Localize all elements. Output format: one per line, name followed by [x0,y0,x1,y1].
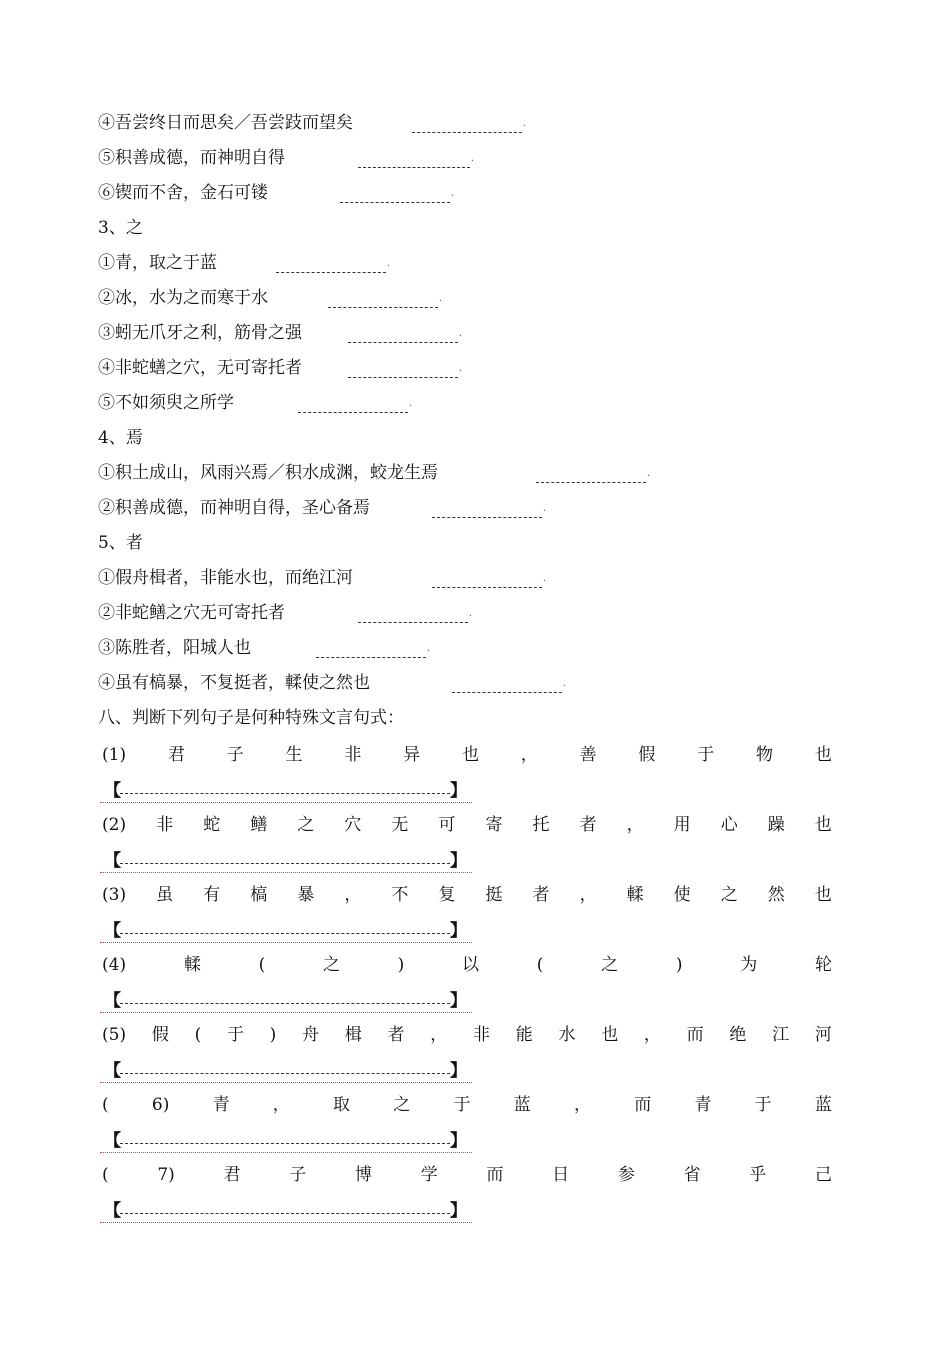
sentence-char: ( [258,955,266,975]
sentence-char: 而 [634,1095,652,1115]
answer-blank[interactable] [348,377,458,378]
sentence-char: 物 [756,745,774,765]
item-line: ④非蛇蟮之穴，无可寄托者 [98,358,302,378]
item-line: ①假舟楫者，非能水也，而绝江河 [98,568,353,588]
sentence-char: 蓝 [814,1095,832,1115]
sentence-char: 之 [393,1095,411,1115]
sentence-char: 然 [767,885,785,905]
left-bracket: 【 [104,781,121,801]
answer-blank[interactable] [298,412,408,413]
answer-blank[interactable] [432,587,542,588]
sentence-char: 不 [391,885,409,905]
sentence-char: 可 [438,815,456,835]
sentence-row [102,952,832,978]
sentence-char: 善 [579,745,597,765]
sentence-char: 于 [697,745,715,765]
answer-blank[interactable] [358,167,470,168]
sentence-row [102,1092,832,1118]
sentence-char: 假 [638,745,656,765]
answer-bracket[interactable] [100,780,472,804]
item-line: ③陈胜者，阳城人也 [98,638,251,658]
sentence-char: 非 [344,745,362,765]
sentence-char: ， [272,1095,290,1115]
sentence-char: 于 [453,1095,471,1115]
sentence-char: 楫 [344,1025,362,1045]
sentence-char: 参 [617,1165,635,1185]
sentence-char: ) [269,1025,277,1045]
right-bracket: 】 [450,921,467,941]
sentence-char: 也 [601,1025,619,1045]
sentence-row [102,742,832,768]
sentence-row [102,1162,832,1188]
spell-underline [100,1152,472,1153]
sentence-char: 也 [814,885,832,905]
right-bracket: 】 [450,991,467,1011]
sentence-char: 子 [289,1165,307,1185]
sentence-char: ( [102,1095,109,1115]
bracket-dash [120,933,450,934]
spell-underline [100,802,472,803]
sentence-row [102,812,832,838]
sentence-char: 躁 [767,815,785,835]
right-bracket: 】 [450,1201,467,1221]
sentence-char: 者 [532,885,550,905]
sentence-char: (2) [102,815,127,835]
item-line: ⑥锲而不舍，金石可镂 [98,183,268,203]
sentence-char: 之 [601,955,619,975]
answer-bracket[interactable] [100,850,472,874]
bracket-dash [120,1143,450,1144]
left-bracket: 【 [104,921,121,941]
section-heading: 3、之 [98,218,143,238]
answer-bracket[interactable] [100,1060,472,1084]
answer-bracket[interactable] [100,1130,472,1154]
sentence-char: 水 [558,1025,576,1045]
sentence-char: 生 [285,745,303,765]
item-line: ②非蛇鳝之穴无可寄托者 [98,603,285,623]
left-bracket: 【 [104,1201,121,1221]
answer-blank[interactable] [340,202,450,203]
spell-underline [100,1012,472,1013]
bracket-dash [120,1073,450,1074]
item-line: ③蚓无爪牙之利，筋骨之强 [98,323,302,343]
answer-blank[interactable] [536,482,646,483]
section-heading: 4、焉 [98,428,143,448]
right-bracket: 】 [450,781,467,801]
answer-blank[interactable] [358,622,468,623]
sentence-char: ， [520,745,538,765]
sentence-char: 挺 [485,885,503,905]
sentence-char: 心 [720,815,738,835]
spell-underline [100,1082,472,1083]
answer-blank[interactable] [432,517,542,518]
sentence-char: 非 [156,815,174,835]
sentence-char: ， [626,815,644,835]
sentence-char: 乎 [749,1165,767,1185]
bracket-dash [120,1003,450,1004]
right-bracket: 】 [450,851,467,871]
sentence-char: 者 [387,1025,405,1045]
sentence-row [102,882,832,908]
sentence-char: 取 [333,1095,351,1115]
answer-bracket[interactable] [100,920,472,944]
item-line: ②冰，水为之而寒于水 [98,288,268,308]
bracket-dash [120,863,450,864]
sentence-char: 河 [814,1025,832,1045]
sentence-char: 之 [322,955,340,975]
item-line: ④吾尝终日而思矣／吾尝跂而望矣 [98,113,353,133]
sentence-char: 之 [297,815,315,835]
sentence-char: 槁 [250,885,268,905]
spell-underline [100,942,472,943]
answer-blank[interactable] [316,657,426,658]
answer-blank[interactable] [412,132,522,133]
item-line: ①积土成山，风雨兴焉／积水成渊，蛟龙生焉 [98,463,438,483]
sentence-char: 也 [814,745,832,765]
sentence-char: (4) [102,955,127,975]
right-bracket: 】 [450,1061,467,1081]
sentence-char: ( [536,955,544,975]
sentence-char: 己 [815,1165,832,1185]
sentence-char: 青 [694,1095,712,1115]
sentence-char: 6) [151,1095,170,1115]
sentence-char: ， [344,885,362,905]
sentence-char: 君 [223,1165,241,1185]
sentence-char: 复 [438,885,456,905]
sentence-char: (3) [102,885,127,905]
sentence-char: 暴 [297,885,315,905]
sentence-char: ) [675,955,683,975]
sentence-char: 用 [673,815,691,835]
sentence-char: 日 [552,1165,570,1185]
left-bracket: 【 [104,851,121,871]
sentence-char: ， [643,1025,661,1045]
answer-blank[interactable] [452,692,562,693]
item-line: ④虽有槁暴，不复挺者，輮使之然也 [98,673,370,693]
sentence-char: 学 [420,1165,438,1185]
left-bracket: 【 [104,1061,121,1081]
sentence-char: 也 [814,815,832,835]
sentence-char: ， [579,885,597,905]
sentence-char: 之 [720,885,738,905]
section-heading: 八、判断下列句子是何种特殊文言句式： [98,708,404,728]
section-heading: 5、者 [98,533,143,553]
sentence-char: 舟 [302,1025,320,1045]
answer-bracket[interactable] [100,990,472,1014]
sentence-char: 异 [403,745,421,765]
sentence-char: 子 [226,745,244,765]
sentence-char: 无 [391,815,409,835]
sentence-char: 虽 [156,885,174,905]
answer-blank[interactable] [348,342,458,343]
sentence-char: 者 [579,815,597,835]
sentence-char: ， [573,1095,591,1115]
item-line: ⑤积善成德，而神明自得 [98,148,285,168]
sentence-char: 輮 [183,955,201,975]
sentence-char: ) [397,955,405,975]
sentence-char: 而 [686,1025,704,1045]
sentence-char: 于 [226,1025,244,1045]
sentence-char: 绝 [729,1025,747,1045]
sentence-char: 穴 [344,815,362,835]
sentence-char: 青 [212,1095,230,1115]
sentence-char: 省 [683,1165,701,1185]
sentence-char: 7) [157,1165,175,1185]
left-bracket: 【 [104,1131,121,1151]
sentence-char: 托 [532,815,550,835]
sentence-char: 寄 [485,815,503,835]
sentence-char: 輮 [626,885,644,905]
sentence-char: 江 [772,1025,790,1045]
sentence-char: 以 [462,955,480,975]
left-bracket: 【 [104,991,121,1011]
spell-underline [100,1222,472,1223]
sentence-char: 蛇 [203,815,221,835]
sentence-char: 假 [151,1025,169,1045]
sentence-char: 博 [354,1165,372,1185]
answer-blank[interactable] [328,307,438,308]
item-line: ⑤不如须臾之所学 [98,393,234,413]
bracket-dash [120,793,450,794]
sentence-char: 使 [673,885,691,905]
sentence-char: 非 [472,1025,490,1045]
spell-underline [100,872,472,873]
item-line: ②积善成德，而神明自得，圣心备焉 [98,498,370,518]
sentence-char: ( [102,1165,109,1185]
sentence-char: 蓝 [513,1095,531,1115]
sentence-char: 君 [167,745,185,765]
sentence-char: (1) [102,745,127,765]
sentence-char: 为 [740,955,758,975]
sentence-char: 有 [203,885,221,905]
bracket-dash [120,1213,450,1214]
sentence-char: ( [194,1025,202,1045]
right-bracket: 】 [450,1131,467,1151]
sentence-char: (5) [102,1025,127,1045]
sentence-row [102,1022,832,1048]
sentence-char: 轮 [815,955,832,975]
sentence-char: 也 [461,745,479,765]
sentence-char: 能 [515,1025,533,1045]
answer-bracket[interactable] [100,1200,472,1224]
sentence-char: ， [430,1025,448,1045]
sentence-char: 而 [486,1165,504,1185]
sentence-char: 鳝 [250,815,268,835]
sentence-char: 于 [754,1095,772,1115]
item-line: ①青，取之于蓝 [98,253,217,273]
answer-blank[interactable] [276,272,386,273]
